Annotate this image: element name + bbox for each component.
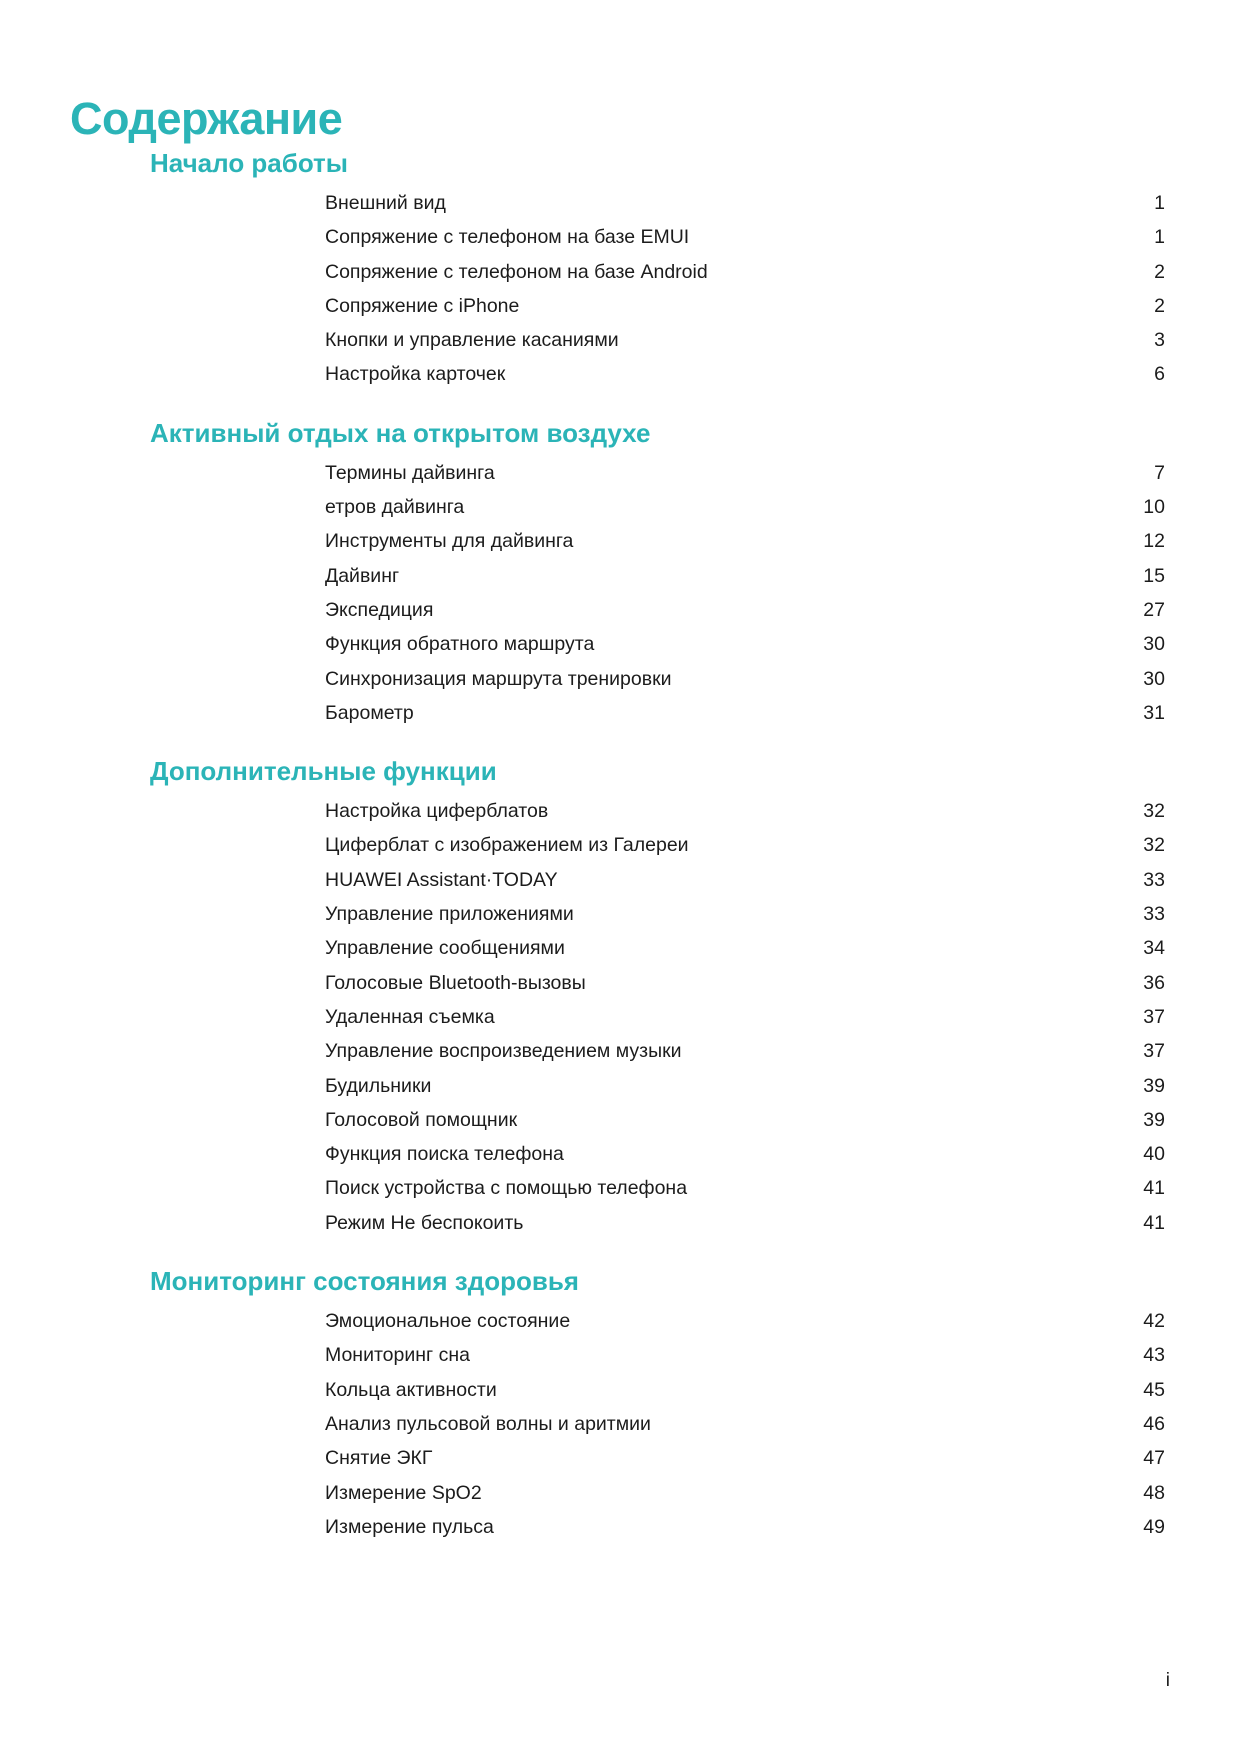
toc-entry-list: [0, 1304, 1240, 1544]
toc-entry-label: Удаленная съемка: [325, 1005, 495, 1028]
toc-entry-page-number: 30: [1143, 667, 1165, 690]
toc-entry-page-number: 36: [1143, 971, 1165, 994]
toc-entry[interactable]: [0, 828, 1240, 862]
section-spacer: [0, 1544, 1240, 1550]
toc-entry-label: Анализ пульсовой волны и аритмии: [325, 1412, 651, 1435]
toc-entry[interactable]: [0, 323, 1240, 357]
toc-entry[interactable]: [0, 897, 1240, 931]
toc-entry-label: Поиск устройства с помощью телефона: [325, 1177, 688, 1200]
toc-entry[interactable]: [0, 1000, 1240, 1034]
toc-entry[interactable]: [0, 1338, 1240, 1372]
toc-entry-label: Мониторинг сна: [325, 1344, 470, 1367]
toc-entry-label: Настройка карточек: [325, 363, 506, 386]
toc-entry-list: [0, 186, 1240, 392]
toc-entry[interactable]: [0, 1103, 1240, 1137]
toc-entry[interactable]: [0, 1171, 1240, 1205]
section-heading[interactable]: Мониторинг состояния здоровья: [150, 1266, 579, 1297]
toc-entry-label: Термины дайвинга: [325, 461, 495, 484]
toc-entry-label: Внешний вид: [325, 192, 446, 214]
toc-entry-page-number: 41: [1143, 1177, 1165, 1200]
toc-entry[interactable]: [0, 186, 1240, 220]
toc-entry[interactable]: [0, 794, 1240, 828]
toc-entry[interactable]: [0, 931, 1240, 965]
toc-entry[interactable]: [0, 1476, 1240, 1510]
toc-entry[interactable]: [0, 593, 1240, 627]
toc-entry-label: Кнопки и управление касаниями: [325, 329, 619, 352]
toc-entry-page-number: 32: [1143, 800, 1165, 823]
toc-entry-page-number: 12: [1143, 530, 1165, 553]
toc-entry-label: Управление приложениями: [325, 903, 574, 926]
toc-entry[interactable]: [0, 1069, 1240, 1103]
toc-entry-label: Эмоциональное состояние: [325, 1310, 571, 1333]
section-heading[interactable]: Дополнительные функции: [150, 756, 497, 787]
toc-entry-page-number: 41: [1143, 1211, 1165, 1234]
toc-entry-page-number: 30: [1143, 633, 1165, 656]
toc-entry-page-number: 39: [1143, 1108, 1165, 1131]
toc-entry-page-number: 48: [1143, 1481, 1165, 1504]
toc-entry-page-number: 49: [1143, 1515, 1165, 1538]
toc-entry-label: Сопряжение с телефоном на базе EMUI: [325, 226, 690, 249]
toc-entry-page-number: 43: [1143, 1344, 1165, 1367]
toc-entry-label: Измерение пульса: [325, 1515, 494, 1538]
toc-entry-label: Функция поиска телефона: [325, 1143, 564, 1166]
toc-entry-page-number: 2: [1154, 260, 1165, 283]
toc-entry-page-number: 1: [1154, 226, 1165, 249]
section-spacer: [0, 1246, 1240, 1258]
toc-entry[interactable]: [0, 255, 1240, 289]
toc-entry[interactable]: [0, 357, 1240, 391]
toc-entry-label: Функция обратного маршрута: [325, 633, 595, 656]
toc-entry-page-number: 10: [1143, 496, 1165, 519]
toc-entry[interactable]: [0, 627, 1240, 661]
toc-entry[interactable]: [0, 1137, 1240, 1171]
toc-entry-page-number: 39: [1143, 1074, 1165, 1097]
toc-entry[interactable]: [0, 289, 1240, 323]
toc-entry-label: Инструменты для дайвинга: [325, 530, 574, 553]
toc-entry-page-number: 42: [1143, 1310, 1165, 1333]
toc-entry-page-number: 33: [1143, 903, 1165, 926]
toc-entry-page-number: 45: [1143, 1378, 1165, 1401]
toc-entry-label: Настройка циферблатов: [325, 800, 549, 823]
section-spacer: [0, 736, 1240, 748]
toc-entry-label: Режим Не беспокоить: [325, 1211, 524, 1234]
toc-entry-page-number: 7: [1154, 461, 1165, 484]
toc-entry[interactable]: [0, 1407, 1240, 1441]
toc-entry-label: Измерение SpO2: [325, 1481, 482, 1504]
toc-entry-label: Дайвинг: [325, 564, 400, 587]
toc-entry-page-number: 31: [1143, 701, 1165, 724]
toc-entry[interactable]: [0, 863, 1240, 897]
toc-entry-label: Экспедиция: [325, 598, 434, 621]
toc-entry-page-number: 3: [1154, 329, 1165, 352]
toc-entry-label: Управление сообщениями: [325, 937, 565, 960]
toc-entry-page-number: 40: [1143, 1143, 1165, 1166]
toc-entry[interactable]: [0, 1304, 1240, 1338]
toc-entry-page-number: 37: [1143, 1040, 1165, 1063]
toc-entry-page-number: 27: [1143, 598, 1165, 621]
section-heading[interactable]: Активный отдых на открытом воздухе: [150, 417, 651, 448]
page-title: Содержание: [70, 93, 343, 145]
toc-entry-page-number: 1: [1154, 192, 1165, 214]
toc-entry-label: Управление воспроизведением музыки: [325, 1040, 682, 1063]
toc-entry-page-number: 15: [1143, 564, 1165, 587]
toc-entry-list: [0, 456, 1240, 730]
toc-section: [0, 398, 1240, 736]
toc-entry-label: Голосовые Bluetooth-вызовы: [325, 971, 586, 994]
toc-entry-label: Кольца активности: [325, 1378, 497, 1401]
toc-entry-page-number: 2: [1154, 294, 1165, 317]
toc-section: [0, 736, 1240, 1246]
page-folio: i: [1165, 1670, 1170, 1691]
toc-entry-page-number: 34: [1143, 937, 1165, 960]
toc-entry[interactable]: [0, 1510, 1240, 1544]
toc-entry-label: Сопряжение с телефоном на базе Android: [325, 260, 708, 283]
toc-entry[interactable]: [0, 696, 1240, 730]
section-heading[interactable]: Начало работы: [150, 148, 348, 178]
toc-entry[interactable]: [0, 456, 1240, 490]
toc-entry-label: Циферблат с изображением из Галереи: [325, 834, 689, 857]
toc-entry[interactable]: [0, 966, 1240, 1000]
toc-entry-label: HUAWEI Assistant·TODAY: [325, 868, 558, 891]
toc-section: [0, 1246, 1240, 1550]
toc-entry-page-number: 33: [1143, 868, 1165, 891]
toc-entry[interactable]: [0, 1206, 1240, 1240]
toc-entry-label: Сопряжение с iPhone: [325, 294, 520, 317]
toc-entry[interactable]: [0, 662, 1240, 696]
toc-entry-label: Снятие ЭКГ: [325, 1447, 433, 1470]
toc-entry[interactable]: [0, 1034, 1240, 1068]
toc-sections: [0, 140, 1240, 1550]
toc-entry-page-number: 6: [1154, 363, 1165, 386]
section-spacer: [0, 398, 1240, 410]
toc-entry[interactable]: [0, 524, 1240, 558]
toc-entry-page-number: 37: [1143, 1005, 1165, 1028]
toc-entry[interactable]: [0, 1373, 1240, 1407]
toc-entry[interactable]: [0, 559, 1240, 593]
toc-entry-label: етров дайвинга: [325, 496, 465, 519]
toc-entry-label: Будильники: [325, 1074, 432, 1097]
toc-entry[interactable]: [0, 490, 1240, 524]
toc-entry-list: [0, 794, 1240, 1240]
toc-entry[interactable]: [0, 220, 1240, 254]
toc-entry-page-number: 32: [1143, 834, 1165, 857]
toc-entry-label: Голосовой помощник: [325, 1108, 518, 1131]
toc-entry[interactable]: [0, 1441, 1240, 1475]
toc-entry-page-number: 47: [1143, 1447, 1165, 1470]
toc-entry-label: Синхронизация маршрута тренировки: [325, 667, 672, 690]
toc-section: [0, 140, 1240, 398]
toc-entry-label: Барометр: [325, 701, 414, 724]
toc-entry-page-number: 46: [1143, 1412, 1165, 1435]
